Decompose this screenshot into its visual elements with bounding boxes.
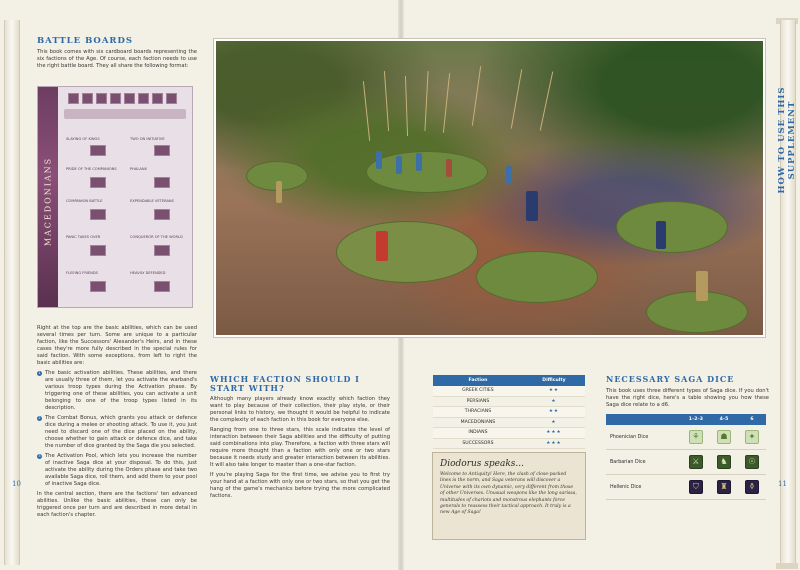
board-label: SLAYING OF KINGS — [66, 137, 100, 141]
board-faction-strip — [38, 87, 58, 307]
dice-name: Phoenician Dice — [606, 425, 682, 450]
hellenic-die-icon: ⚱ — [745, 480, 759, 494]
body-paragraph: Right at the top are the basic abilities, which can be used several times per turn. Some are unique to a particular faction, like the Successors' Alexander's Heirs, and in these cases they're more fully described in the special rules for said faction. With some exceptions, from left to right the basic abilities are: — [37, 325, 197, 366]
diodorus-quote-box — [432, 452, 586, 540]
barbarian-die-icon: ☉ — [745, 455, 759, 469]
which-faction-p2: Ranging from one to three stars, this scale indicates the level of interaction between their Saga abilities and the difficulty of putting said combinations into play. Therefore, a faction with three stars will require more thought than a faction with only one or two stars because it needs study and greater interaction between its abilities. It will also take longer to master than a one-star faction. — [210, 427, 390, 468]
table-row: PERSIANS ★ — [433, 396, 585, 407]
phoenician-die-icon: ✦ — [745, 430, 759, 444]
table-row: GREEK CITIES ★★ — [433, 386, 585, 396]
phoenician-die-icon: ⚘ — [689, 430, 703, 444]
which-faction-p3: If you're playing Saga for the first time, we advise you to first try your hand at a faction with only one or two stars, so that you get the hang of the game's mechanics before trying the more complicated factions. — [210, 472, 390, 499]
board-faction-name: MACEDONIANS — [43, 156, 53, 247]
left-body-text — [37, 325, 197, 522]
board-label: CONQUEROR OF THE WORLD — [130, 235, 183, 239]
saga-dice-heading: NECESSARY SAGA DICE — [606, 374, 735, 384]
table-header — [606, 414, 682, 425]
table-row: MACEDONIANS ★ — [433, 417, 585, 428]
saga-dice-text: This book uses three different types of Saga dice. If you don't have the right dice, here's a table showing you how these Saga dice relate to a d6. — [606, 388, 769, 408]
table-header: Difficulty — [523, 375, 585, 386]
saga-dice-table — [606, 414, 766, 500]
battle-boards-heading: BATTLE BOARDS — [37, 36, 133, 46]
bullet-item: 1 The basic activation abilities. These abilities, and there are usually three of them, let you activate the warband's various troop types during the Activation phase. By triggering one of these abilities, you can activate a unit belonging to one of the troop types listed in its description. — [38, 370, 197, 411]
table-row: SUCCESSORS ★★★ — [433, 438, 585, 449]
hellenic-die-icon: ♜ — [717, 480, 731, 494]
barbarian-die-icon: ⚔ — [689, 455, 703, 469]
board-label: COMPANION BATTLE — [66, 199, 103, 203]
board-label: FLEEING FRIENDS — [66, 271, 98, 275]
bullet-item: 2 The Combat Bonus, which grants you attack or defence dice during a melee or shooting attack. To use it, you just need to discard one of the dice placed on the ability, choose whether to gain attack or defence dice, and take the number of dice granted by the Saga die you selected. — [38, 415, 197, 449]
table-header: 1–2–3 — [682, 414, 710, 425]
board-label: PHALANX — [130, 167, 148, 171]
phoenician-die-icon: ☗ — [717, 430, 731, 444]
barbarian-die-icon: ♞ — [717, 455, 731, 469]
battle-boards-section — [37, 36, 197, 70]
diodorus-title: Diodorus speaks... — [440, 459, 524, 469]
battle-board-illustration — [37, 86, 193, 308]
which-faction-section — [210, 375, 390, 500]
table-header: 4–5 — [710, 414, 738, 425]
table-row: THRACIANS ★★ — [433, 407, 585, 418]
saga-dice-section — [606, 374, 769, 409]
faction-difficulty-table — [433, 375, 585, 449]
sidebar-title: HOW TO USE THIS SUPPLEMENT — [777, 86, 797, 194]
table-row — [606, 450, 766, 475]
table-header: 6 — [738, 414, 766, 425]
board-label: EXPENDABLE VETERANS — [130, 199, 174, 203]
bullet-item: 3 The Activation Pool, which lets you increase the number of inactive Saga dice at your disposal. To do this, just activate the ability during the Orders phase and take two available Saga dice, roll them, and add them to your pool of inactive Saga dice. — [38, 453, 197, 487]
dice-name: Hellenic Dice — [606, 475, 682, 500]
battle-boards-intro: This book comes with six cardboard boards representing the six factions of the Age. Of course, each faction needs to use the right battle board. They all share the following format: — [37, 49, 197, 69]
board-label: PRIDE OF THE COMPANIONS — [66, 167, 117, 171]
board-label: TWO ON INITIATIVE — [130, 137, 165, 141]
board-label: PANIC TAKES OVER — [66, 235, 101, 239]
body-paragraph: In the central section, there are the factions' ten advanced abilities. Unlike the basic abilities, these can only be triggered once per turn and are described in more detail in each faction's chapter. — [37, 491, 197, 518]
board-label: HEAVILY DEFENDED — [130, 271, 166, 275]
page-number-right: 11 — [778, 480, 787, 488]
which-faction-heading: WHICH FACTION SHOULD I START WITH? — [210, 374, 360, 393]
hellenic-die-icon: ⛉ — [689, 480, 703, 494]
page-number-left: 10 — [12, 480, 21, 488]
table-row — [606, 425, 766, 450]
diodorus-text: Welcome to Antiquity! Here, the clash of close-packed lines is the norm, and Saga veterans will discover a Universe with its own dynamic, very different from those of other Universes. Unusual weapons like the long sarissa, multitudes of chariots and monstrous elephants force generals to reassess their tactical approach. It truly is a new Age of Saga! — [440, 472, 577, 516]
which-faction-p1: Although many players already know exactly which faction they want to play because of their collection, their play style, or their personal links to history, we thought it would be helpful to indicate the complexity of each faction in this book for everyone else. — [210, 396, 390, 423]
table-row: INDIANS ★★★ — [433, 428, 585, 439]
table-row — [606, 475, 766, 500]
table-header: Faction — [433, 375, 523, 386]
dice-name: Barbarian Dice — [606, 450, 682, 475]
miniatures-photo — [214, 39, 765, 337]
